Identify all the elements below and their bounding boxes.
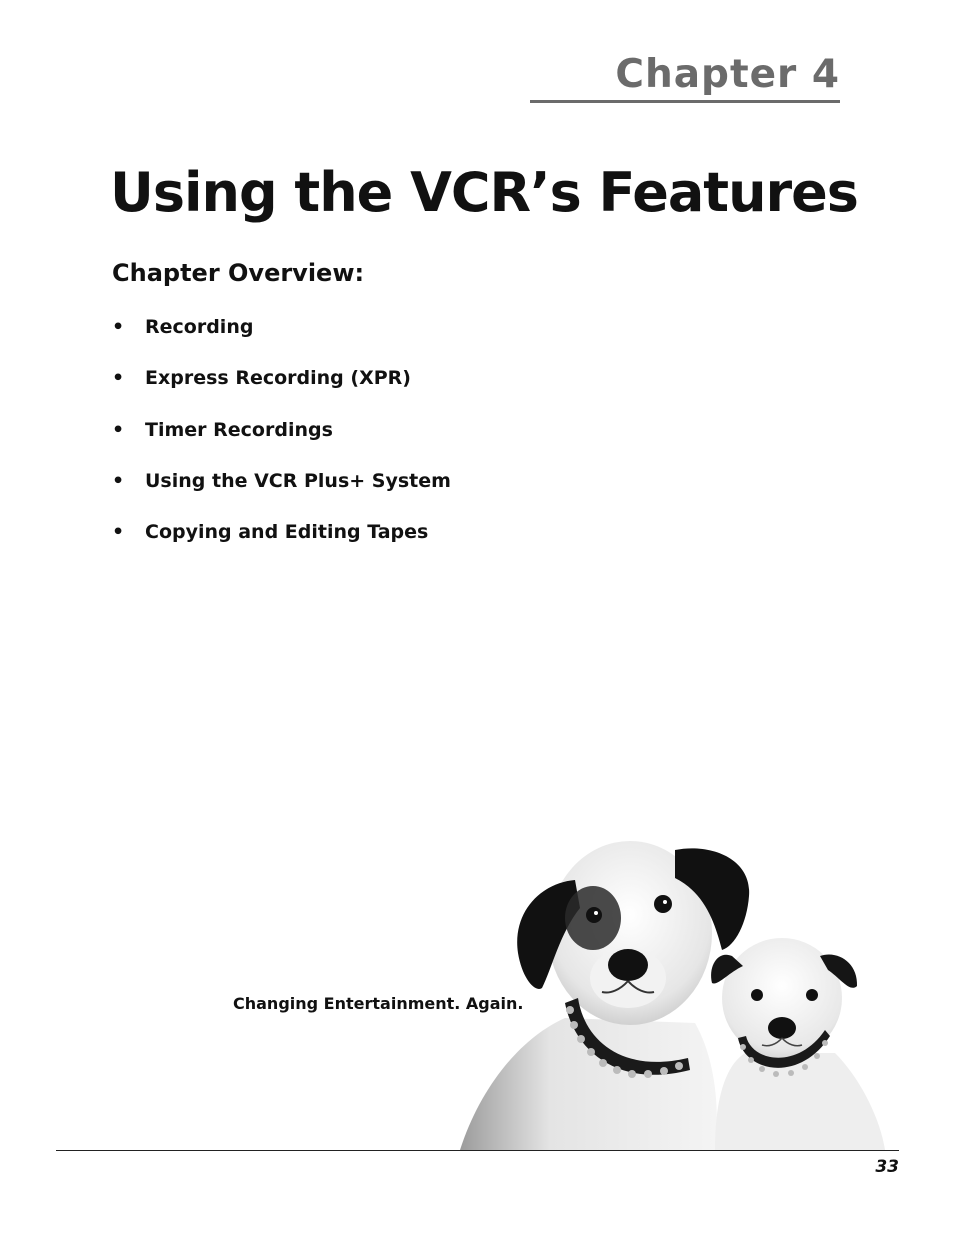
chapter-rule	[530, 100, 840, 103]
small-dog-body	[715, 1053, 885, 1150]
list-item	[112, 466, 451, 517]
bullet: •	[112, 469, 125, 492]
bullet: •	[112, 521, 125, 544]
list-item-text: Copying and Editing Tapes	[145, 521, 429, 544]
bullet: •	[112, 367, 125, 390]
page-number: 33	[875, 1157, 899, 1177]
tagline: Changing Entertainment. Again.	[233, 994, 524, 1013]
small-dog-nose	[768, 1017, 796, 1039]
list-item	[112, 363, 451, 414]
list-item	[112, 517, 451, 568]
big-dog-nose	[608, 949, 648, 981]
big-dog-right-eye	[654, 895, 672, 913]
list-item-text: Express Recording (XPR)	[145, 367, 411, 390]
overview-list	[112, 312, 451, 568]
chapter-label: Chapter 4	[615, 52, 840, 97]
overview-heading: Chapter Overview:	[112, 259, 365, 287]
small-dog-right-eye	[806, 989, 818, 1001]
dogs-photo	[460, 838, 890, 1150]
list-item-text: Timer Recordings	[145, 418, 333, 441]
list-item	[112, 415, 451, 466]
footer-rule	[56, 1150, 899, 1151]
list-item-text: Using the VCR Plus+ System	[145, 469, 451, 492]
bullet: •	[112, 316, 125, 338]
big-dog-left-eye	[586, 907, 602, 923]
list-item	[112, 312, 451, 363]
list-item-text: Recording	[145, 316, 254, 338]
bullet: •	[112, 418, 125, 441]
page-title: Using the VCR’s Features	[110, 161, 858, 224]
small-dog-left-eye	[751, 989, 763, 1001]
